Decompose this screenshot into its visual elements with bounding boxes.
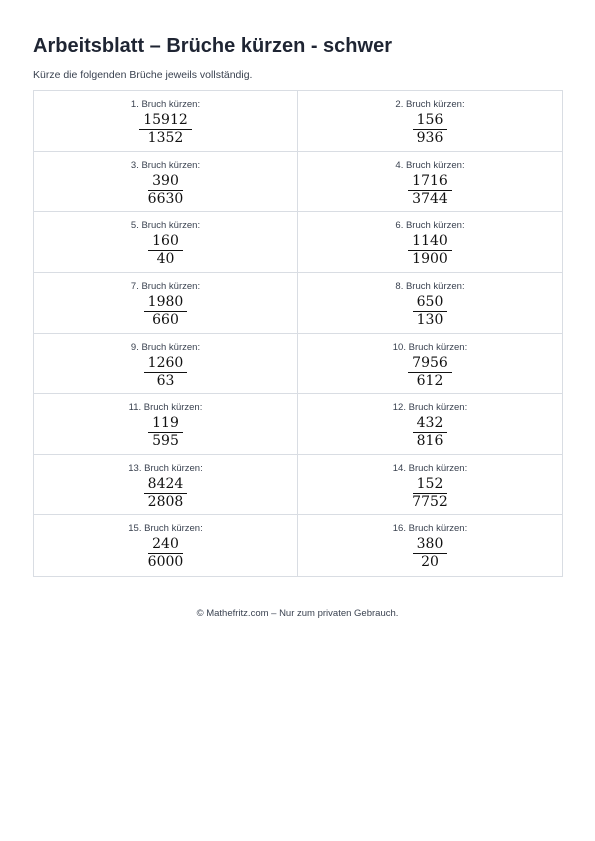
fraction-denominator: 936 <box>416 130 444 146</box>
task-cell <box>298 152 562 213</box>
fraction-numerator: 8424 <box>144 477 188 494</box>
fraction-denominator: 63 <box>156 372 175 389</box>
fraction-numerator: 380 <box>413 537 448 554</box>
task-cell <box>34 212 298 273</box>
task-label: 16. Bruch kürzen: <box>392 523 468 535</box>
task-label: 3. Bruch kürzen: <box>130 159 201 171</box>
fraction <box>408 477 452 510</box>
fraction <box>144 295 188 328</box>
task-cell <box>298 515 562 576</box>
fraction-numerator: 119 <box>148 416 183 433</box>
fraction <box>144 356 188 389</box>
task-label: 5. Bruch kürzen: <box>130 220 201 232</box>
task-cell <box>34 394 298 455</box>
fraction-denominator: 612 <box>416 372 444 389</box>
fraction-numerator: 650 <box>413 295 448 312</box>
task-cell <box>34 455 298 516</box>
fraction-denominator: 3744 <box>412 190 448 207</box>
task-cell <box>298 273 562 334</box>
fraction-numerator: 390 <box>148 174 183 191</box>
task-cell <box>298 394 562 455</box>
fraction-numerator: 1260 <box>144 356 188 373</box>
fraction-numerator: 15912 <box>139 113 192 130</box>
fraction-numerator: 160 <box>148 234 183 251</box>
task-label: 10. Bruch kürzen: <box>392 341 468 353</box>
fraction-denominator: 6000 <box>147 554 184 571</box>
fraction <box>413 113 448 146</box>
fraction-denominator: 7752 <box>412 493 448 510</box>
fraction-denominator: 1900 <box>412 251 448 268</box>
fraction <box>148 416 183 449</box>
task-label: 8. Bruch kürzen: <box>395 280 465 292</box>
fraction-denominator: 2808 <box>147 493 184 510</box>
fraction-denominator: 130 <box>416 311 444 328</box>
task-label: 1. Bruch kürzen: <box>130 99 201 110</box>
fraction-denominator: 660 <box>152 311 179 328</box>
task-cell <box>34 152 298 213</box>
page-title: Arbeitsblatt – Brüche kürzen - schwer <box>33 35 392 57</box>
fraction-numerator: 7956 <box>408 356 452 373</box>
fraction <box>144 477 188 510</box>
task-grid <box>33 90 563 577</box>
fraction <box>408 356 452 389</box>
fraction <box>408 234 452 267</box>
task-label: 12. Bruch kürzen: <box>392 402 468 414</box>
fraction-numerator: 432 <box>413 416 448 433</box>
fraction <box>413 295 448 328</box>
task-label: 9. Bruch kürzen: <box>130 341 201 353</box>
task-label: 11. Bruch kürzen: <box>128 402 203 414</box>
fraction <box>408 174 452 207</box>
task-label: 2. Bruch kürzen: <box>395 99 465 110</box>
task-cell <box>34 515 298 576</box>
task-cell <box>298 455 562 516</box>
fraction-numerator: 152 <box>413 477 448 494</box>
task-label: 13. Bruch kürzen: <box>128 462 203 474</box>
task-label: 7. Bruch kürzen: <box>130 280 201 292</box>
fraction <box>148 234 183 267</box>
fraction-numerator: 1716 <box>408 174 452 191</box>
fraction <box>144 174 188 207</box>
fraction-numerator: 1980 <box>144 295 188 312</box>
fraction-numerator: 156 <box>413 113 448 130</box>
task-cell <box>298 212 562 273</box>
fraction-denominator: 6630 <box>147 190 184 207</box>
fraction-denominator: 816 <box>416 433 444 450</box>
task-label: 14. Bruch kürzen: <box>392 462 468 474</box>
fraction-denominator: 20 <box>421 554 439 571</box>
task-label: 6. Bruch kürzen: <box>395 220 465 232</box>
task-cell <box>298 334 562 395</box>
fraction-numerator: 240 <box>148 537 183 554</box>
fraction <box>144 537 188 570</box>
fraction <box>139 113 192 146</box>
fraction-denominator: 1352 <box>147 130 184 146</box>
task-cell <box>34 273 298 334</box>
instruction-text: Kürze die folgenden Brüche jeweils vollständig. <box>33 69 253 81</box>
fraction <box>413 537 448 570</box>
task-cell <box>34 334 298 395</box>
task-label: 15. Bruch kürzen: <box>128 523 203 535</box>
fraction-numerator: 1140 <box>408 234 452 251</box>
fraction <box>413 416 448 449</box>
task-label: 4. Bruch kürzen: <box>395 159 465 171</box>
task-cell <box>34 91 298 152</box>
fraction-denominator: 40 <box>156 251 175 268</box>
task-cell <box>298 91 562 152</box>
fraction-denominator: 595 <box>152 433 179 450</box>
footer-copyright: © Mathefritz.com – Nur zum privaten Gebrauch. <box>196 608 399 619</box>
